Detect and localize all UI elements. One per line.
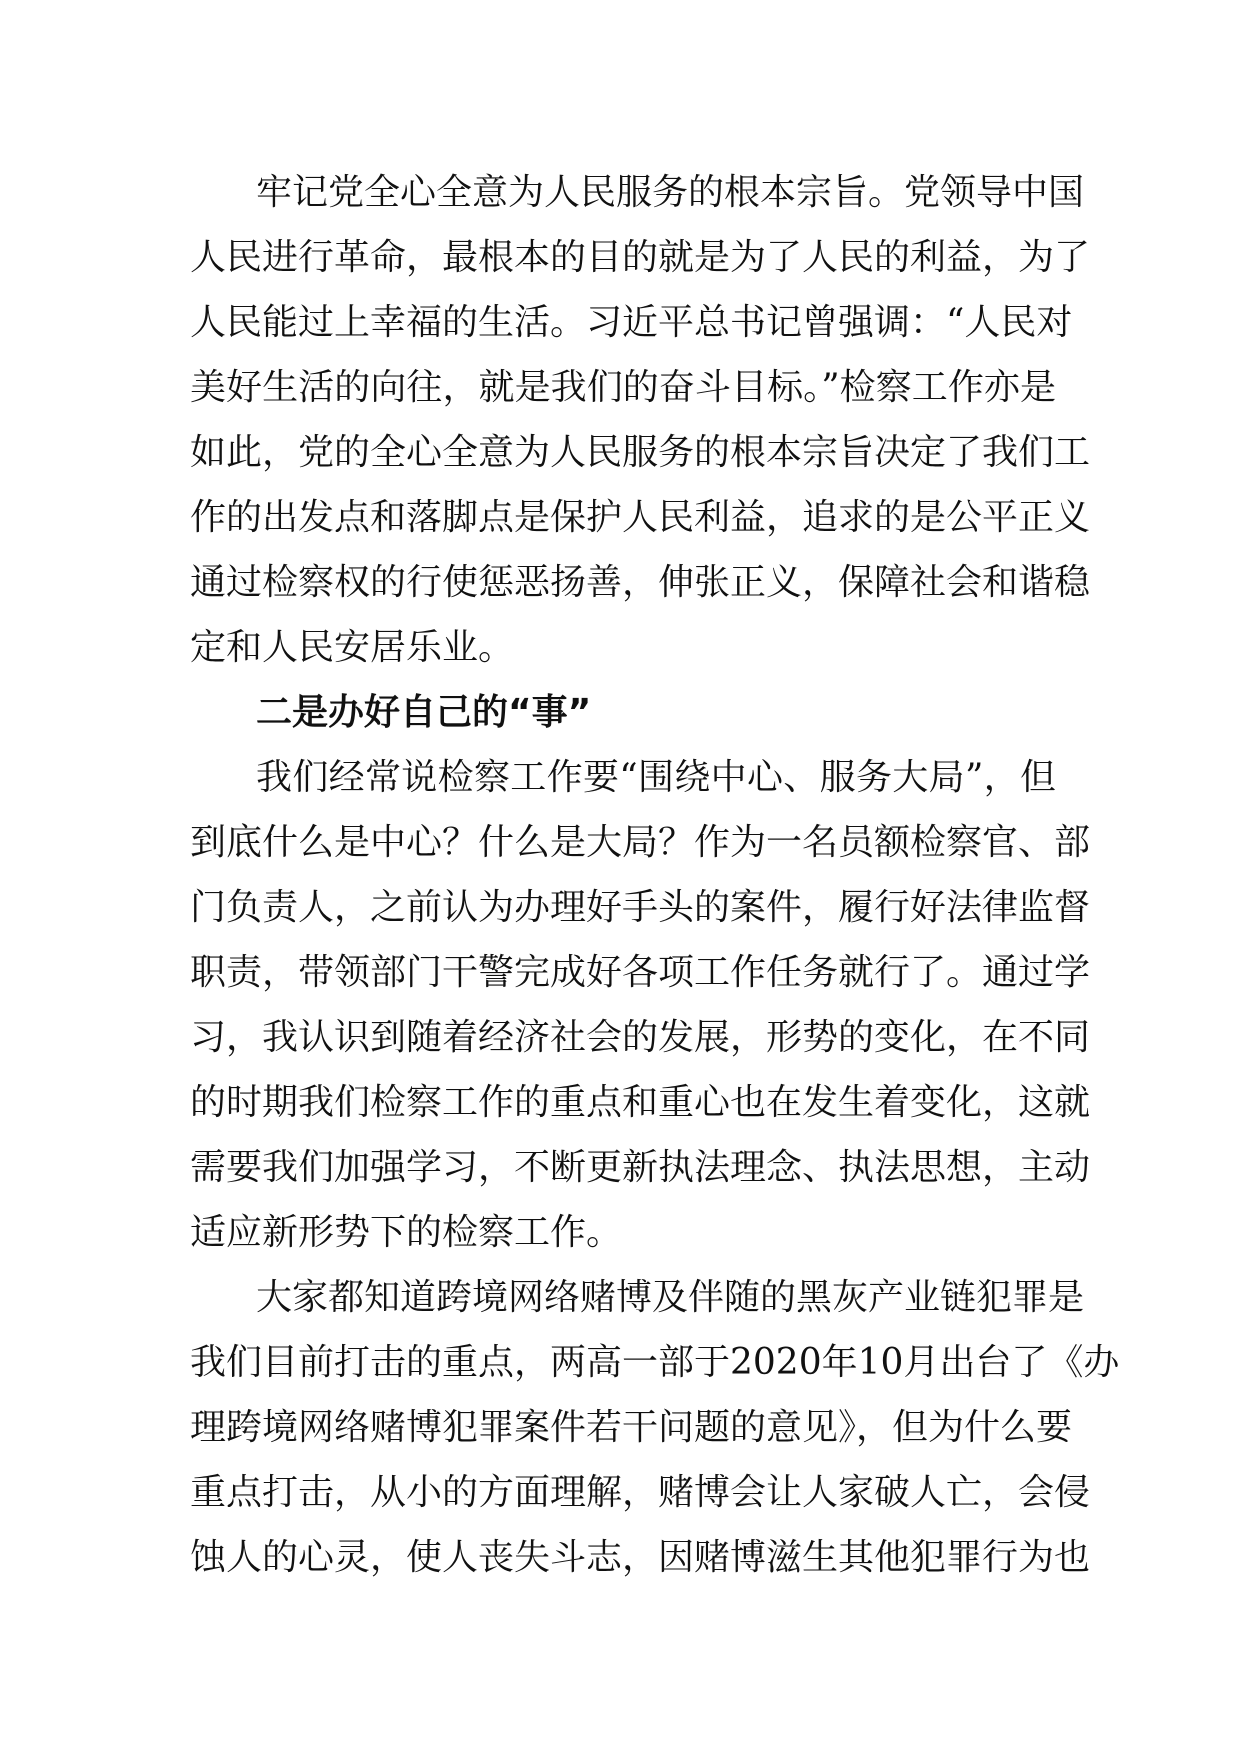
text-line: 人民进行革命，最根本的目的就是为了人民的利益，为了 bbox=[190, 237, 1091, 278]
text-line: 如此，党的全心全意为人民服务的根本宗旨决定了我们工 bbox=[190, 432, 1091, 473]
text-line: 定和人民安居乐业。 bbox=[190, 627, 515, 668]
text-line: 美好生活的向往，就是我们的奋斗目标。”检察工作亦是 bbox=[190, 367, 1056, 408]
document-body bbox=[190, 160, 1120, 1590]
section-heading: 二是办好自己的“事” bbox=[256, 692, 592, 733]
text-line: 牢记党全心全意为人民服务的根本宗旨。党领导中国 bbox=[256, 172, 1085, 213]
text-line: 的时期我们检察工作的重点和重心也在发生着变化，这就 bbox=[190, 1082, 1091, 1123]
text-line: 蚀人的心灵，使人丧失斗志，因赌博滋生其他犯罪行为也 bbox=[190, 1537, 1091, 1578]
text-line: 习，我认识到随着经济社会的发展，形势的变化，在不同 bbox=[190, 1017, 1091, 1058]
text-line: 门负责人，之前认为办理好手头的案件，履行好法律监督 bbox=[190, 887, 1091, 928]
paragraph-cross-border-gambling bbox=[190, 1265, 1120, 1590]
text-line: 通过检察权的行使惩恶扬善，伸张正义，保障社会和谐稳 bbox=[190, 562, 1091, 603]
paragraph-center-overall bbox=[190, 745, 1091, 1265]
text-line: 理跨境网络赌博犯罪案件若干问题的意见》，但为什么要 bbox=[190, 1407, 1073, 1448]
text-line: 重点打击，从小的方面理解，赌博会让人家破人亡，会侵 bbox=[190, 1472, 1091, 1513]
paragraph-core-purpose bbox=[190, 160, 1091, 680]
text-line: 人民能过上幸福的生活。习近平总书记曾强调：“人民对 bbox=[190, 302, 1073, 343]
text-line: 作的出发点和落脚点是保护人民利益，追求的是公平正义 bbox=[190, 497, 1091, 538]
text-line: 我们目前打击的重点，两高一部于2020年10月出台了《办 bbox=[190, 1342, 1120, 1383]
text-line: 需要我们加强学习，不断更新执法理念、执法思想，主动 bbox=[190, 1147, 1091, 1188]
text-line: 我们经常说检察工作要“围绕中心、服务大局”，但 bbox=[256, 757, 1056, 798]
text-line: 职责，带领部门干警完成好各项工作任务就行了。通过学 bbox=[190, 952, 1091, 993]
text-line: 大家都知道跨境网络赌博及伴随的黑灰产业链犯罪是 bbox=[256, 1277, 1085, 1318]
text-line: 适应新形势下的检察工作。 bbox=[190, 1212, 623, 1253]
text-line: 到底什么是中心？什么是大局？作为一名员额检察官、部 bbox=[190, 822, 1091, 863]
